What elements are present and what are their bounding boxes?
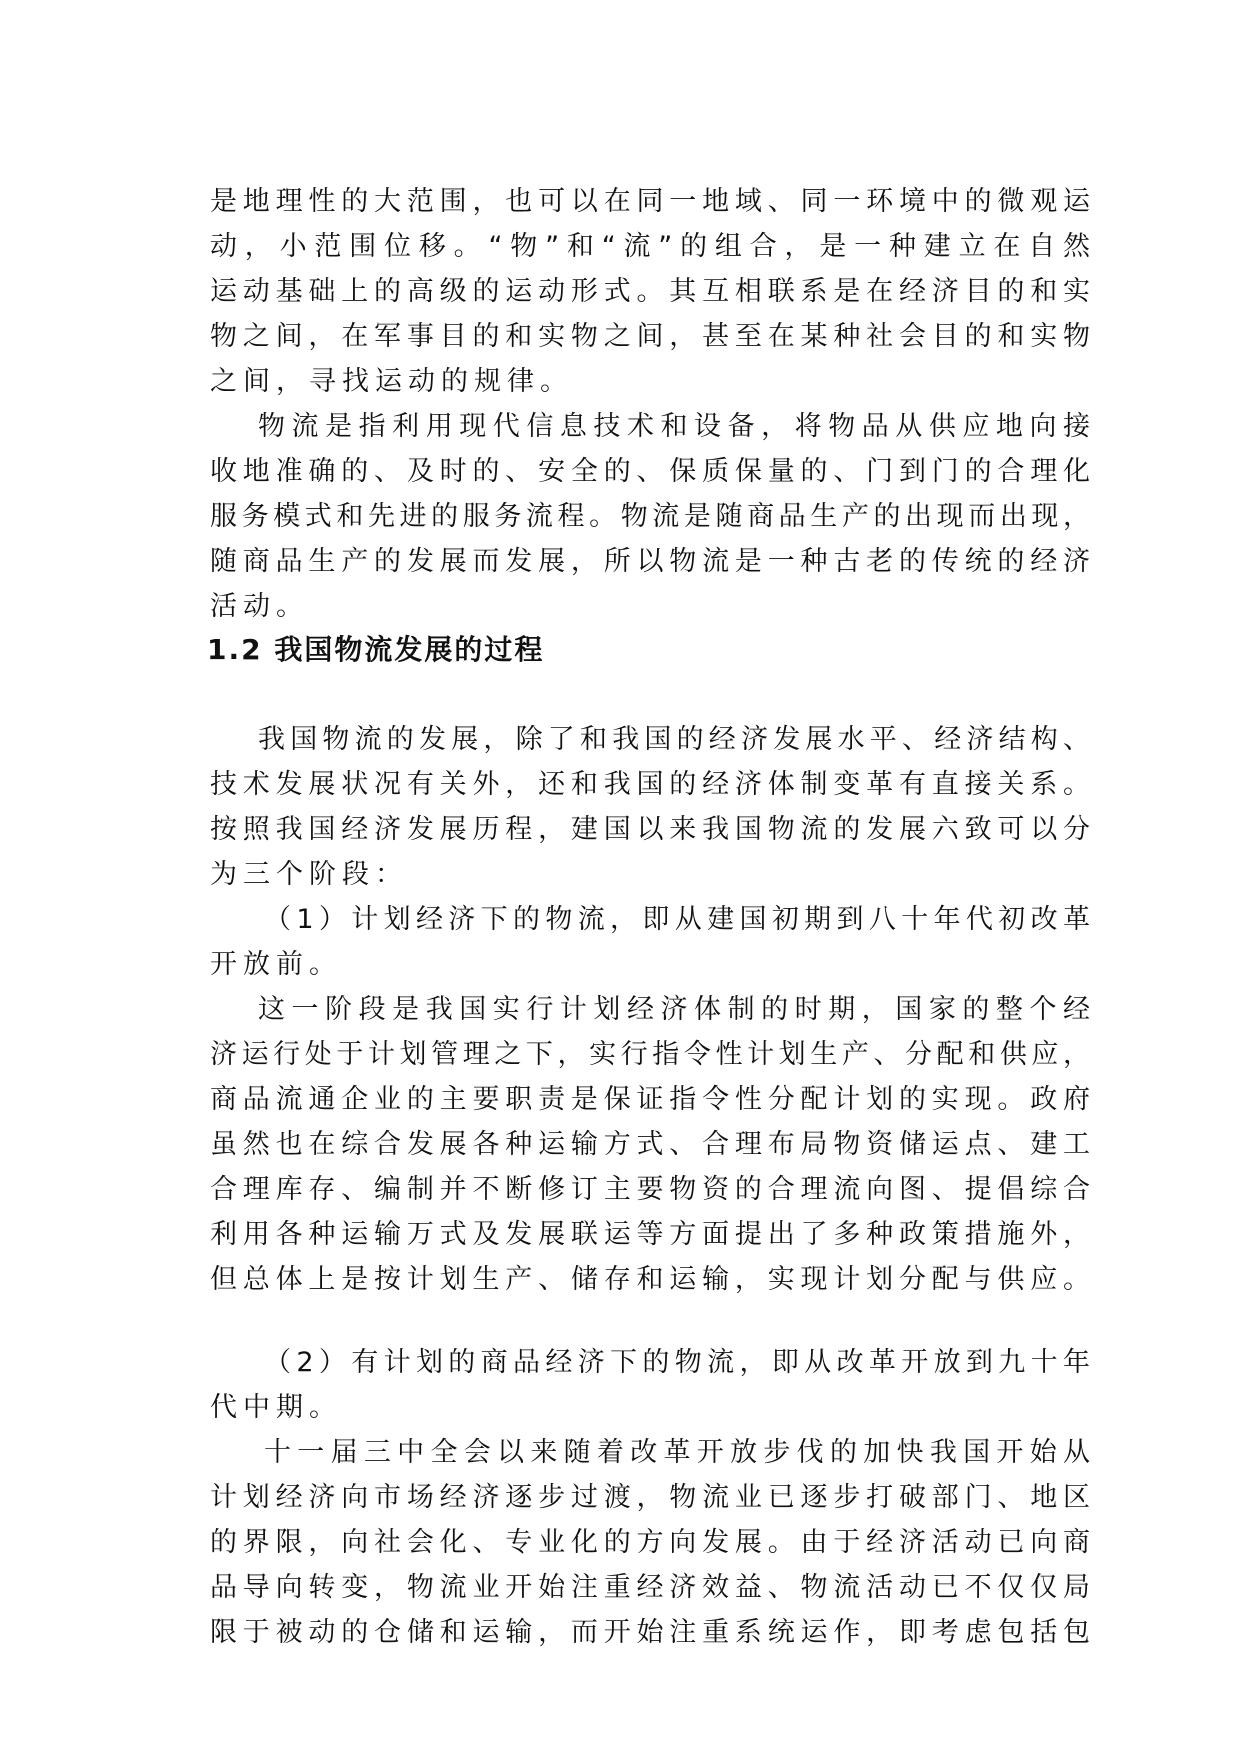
text-line: 但总体上是按计划生产、储存和运输，实现计划分配与供应。: [210, 1264, 1090, 1295]
text-line: 是地理性的大范围，也可以在同一地域、同一环境中的微观运: [210, 186, 1090, 217]
text-line: 服务模式和先进的服务流程。物流是随商品生产的出现而出现，: [210, 501, 1090, 532]
text-line: 收地准确的、及时的、安全的、保质保量的、门到门的合理化: [210, 456, 1090, 487]
section-heading: 1.2 我国物流发展的过程: [207, 633, 545, 666]
stage-title: （1）计划经济下的物流，即从建国初期到八十年代初改革: [264, 904, 1090, 935]
text-line: 活动。: [210, 591, 309, 622]
text-line: 为三个阶段：: [210, 859, 408, 890]
text-line: 按照我国经济发展历程，建国以来我国物流的发展六致可以分: [210, 814, 1090, 845]
text-line: 运动基础上的高级的运动形式。其互相联系是在经济目的和实: [210, 276, 1090, 307]
text-line: 合理库存、编制并不断修订主要物资的合理流向图、提倡综合: [210, 1174, 1090, 1205]
text-line: 十一届三中全会以来随着改革开放步伐的加快我国开始从: [264, 1437, 1090, 1468]
text-line: 商品流通企业的主要职责是保证指令性分配计划的实现。政府: [210, 1084, 1090, 1115]
text-line: 品导向转变，物流业开始注重经济效益、物流活动已不仅仅局: [210, 1572, 1090, 1603]
text-line: 济运行处于计划管理之下，实行指令性计划生产、分配和供应，: [210, 1039, 1090, 1070]
text-line: 的界限，向社会化、专业化的方向发展。由于经济活动已向商: [210, 1527, 1090, 1558]
text-line: 限于被动的仓储和运输，而开始注重系统运作，即考虑包括包: [210, 1617, 1090, 1648]
text-line: 物流是指利用现代信息技术和设备，将物品从供应地向接: [258, 411, 1090, 442]
text-line: 计划经济向市场经济逐步过渡，物流业已逐步打破部门、地区: [210, 1482, 1090, 1513]
text-line: 我国物流的发展，除了和我国的经济发展水平、经济结构、: [258, 724, 1090, 755]
stage-title: 开放前。: [210, 949, 342, 980]
text-line: 这一阶段是我国实行计划经济体制的时期，国家的整个经: [258, 994, 1090, 1025]
text-line: 之间，寻找运动的规律。: [210, 366, 573, 397]
text-line: 利用各种运输万式及发展联运等方面提出了多种政策措施外，: [210, 1219, 1090, 1250]
stage-title: （2）有计划的商品经济下的物流，即从改革开放到九十年: [264, 1347, 1090, 1378]
text-line: 技术发展状况有关外，还和我国的经济体制变革有直接关系。: [210, 769, 1090, 800]
text-line: 随商品生产的发展而发展，所以物流是一种古老的传统的经济: [210, 546, 1090, 577]
text-line: 动，小范围位移。“物”和“流”的组合，是一种建立在自然: [210, 231, 1090, 262]
text-line: 虽然也在综合发展各种运输方式、合理布局物资储运点、建工: [210, 1129, 1090, 1160]
text-line: 物之间，在军事目的和实物之间，甚至在某种社会目的和实物: [210, 321, 1090, 352]
stage-title: 代中期。: [210, 1392, 342, 1423]
